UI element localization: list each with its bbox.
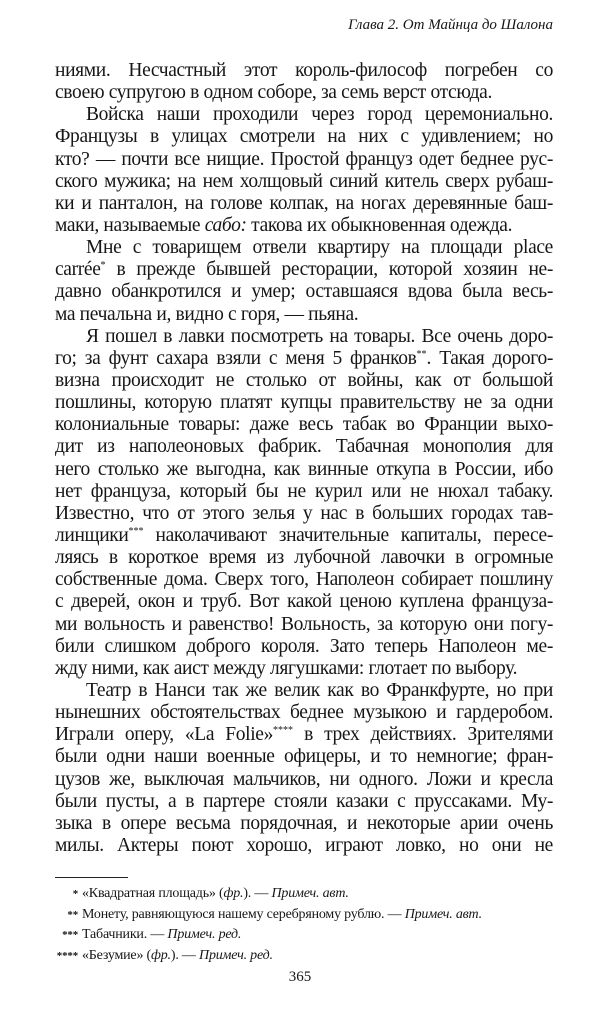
text-run: Войска наши проходили через город церемониально.: [86, 104, 553, 126]
text-run: линщики: [55, 524, 129, 546]
text-line: [55, 791, 553, 813]
footnote: [40, 946, 482, 967]
text-run: Я пошел в лавки посмотреть на товары. Все очень доро-: [86, 325, 553, 347]
text-line: [55, 591, 553, 613]
text-line: [55, 149, 553, 171]
footnotes: [40, 884, 482, 967]
italic-text: фр.: [151, 948, 171, 964]
text-run: ма печальна и, видно с горя, — пьяна.: [55, 303, 359, 325]
text-line: [55, 459, 553, 481]
text-run: были одни наши военные офицеры, и то немногие; фран-: [55, 746, 553, 768]
italic-text: Примеч. ред.: [199, 948, 273, 964]
footnote-ref: **: [416, 348, 427, 360]
text-run: собственные дома. Сверх того, Наполеон собирает пошлину: [55, 569, 553, 591]
text-run: с дверей, окон и труб. Вот какой ценою куплена француза-: [55, 591, 553, 613]
text-run: го; за фунт сахара взяли с меня 5 франков: [55, 347, 417, 369]
text-run: давно обанкротился и умер; оставшаяся вдова была весь-: [55, 281, 553, 303]
text-run: Играли оперу, «La Folie»: [55, 724, 273, 746]
text-run: милы. Актеры поют хорошо, играют ловко, но они не: [55, 834, 553, 856]
text-run: Театр в Нанси так же велик как во Франкфурте, но при: [86, 679, 553, 701]
text-line: [55, 60, 553, 82]
footnote-ref: ****: [273, 725, 293, 737]
text-run: кто? — почти все нищие. Простой француз одет беднее рус-: [55, 148, 553, 170]
text-line: [55, 680, 553, 702]
footnote-text: [82, 946, 273, 967]
text-run: пошлины, которую платят купцы правительству не за одни: [55, 392, 553, 414]
footnote-ref: ***: [128, 525, 144, 537]
body-text: [55, 60, 553, 857]
text-run: Известно, что от этого зелья у нас в больших городах тав-: [55, 502, 553, 524]
text-run: Мне с товарищем отвели квартиру на площади place: [86, 237, 553, 259]
text-run: ). —: [243, 886, 272, 901]
footnote-ref: *: [100, 260, 106, 272]
text-line: [55, 126, 553, 148]
text-run: него столько же выгодна, как винные откупа в России, ибо: [55, 458, 553, 480]
italic-text: Примеч. ред.: [167, 927, 242, 943]
text-run: ). —: [170, 948, 200, 964]
text-run: нет француза, который бы не курил или не нюхал табаку.: [55, 480, 553, 502]
text-line: [55, 702, 553, 724]
text-run: в прежде бывшей ресторации, которой хозяин не-: [105, 259, 553, 281]
text-line: [55, 436, 553, 458]
text-line: [55, 281, 553, 303]
text-line: [55, 414, 553, 436]
text-run: «Безумие» (: [82, 948, 152, 964]
text-run: были пусты, а в партере стояли казаки с пруссаками. Му-: [55, 790, 553, 812]
text-line: [55, 746, 553, 768]
text-run: в трех действиях. Зрителями: [293, 724, 553, 746]
italic-text: Примеч. авт.: [271, 886, 349, 901]
italic-text: Примеч. авт.: [404, 906, 482, 922]
text-run: ского мужика; на нем холщовый синий китель сверх рубаш-: [55, 170, 553, 192]
text-run: зыка в опере весьма порядочная, и некоторые арии очень: [55, 812, 553, 834]
text-run: колониальные товары: даже весь табак во Франции выхо-: [55, 414, 553, 436]
footnote-text: [82, 925, 241, 946]
text-line: [55, 481, 553, 503]
running-header: Глава 2. От Майнца до Шалона: [348, 17, 553, 33]
italic-text: фр.: [223, 886, 244, 901]
footnote-marker: *: [72, 888, 78, 900]
text-run: . Такая дорого-: [426, 347, 553, 369]
footnote: [40, 905, 482, 926]
text-run: Французы в улицах смотрели на них с удивлением; но: [55, 126, 553, 148]
text-run: своею супругою в одном соборе, за семь верст отсюда.: [55, 82, 492, 104]
text-line: [55, 304, 553, 326]
text-run: нынешних обстоятельствах беднее музыкою и гардеробом.: [55, 702, 553, 724]
text-run: наколачивают значительные капиталы, пересе-: [143, 524, 553, 546]
italic-text: сабо:: [204, 214, 247, 236]
footnote: [40, 884, 482, 905]
text-line: [55, 569, 553, 591]
text-line: [55, 82, 553, 104]
text-line: [55, 658, 553, 680]
footnote: [40, 925, 482, 946]
text-run: ниями. Несчастный этот король-философ погребен со: [55, 60, 553, 81]
text-line: [55, 614, 553, 636]
footnote-marker: ***: [62, 929, 78, 942]
text-run: цузов же, выключая мальчиков, ни одного. Ложи и кресла: [55, 768, 553, 790]
text-line: [55, 525, 553, 547]
text-line: [55, 769, 553, 791]
text-line: [55, 171, 553, 193]
text-run: Табачники. —: [82, 927, 168, 943]
text-line: [55, 503, 553, 525]
text-run: «Квадратная площадь» (: [82, 886, 224, 901]
text-line: [55, 259, 553, 281]
text-line: [55, 835, 553, 857]
text-run: ки и панталон, на голове колпак, на ногах деревянные баш-: [55, 192, 553, 214]
text-line: [55, 215, 553, 237]
text-line: [55, 813, 553, 835]
text-run: жду ними, как аист между лягушками: глотает по выбору.: [55, 657, 518, 679]
text-run: били слишком доброго короля. Зато теперь Наполеон ме-: [55, 635, 553, 657]
text-run: carrée: [55, 259, 101, 281]
text-run: такова их обыкновенная одежда.: [246, 214, 513, 236]
text-run: ляясь в короткое время из лубочной лавочки в огромные: [55, 547, 553, 569]
text-line: [55, 326, 553, 348]
page-number: 365: [288, 969, 312, 985]
text-line: [55, 724, 553, 746]
footnote-marker: ****: [56, 950, 78, 963]
text-line: [55, 547, 553, 569]
text-line: [55, 193, 553, 215]
text-line: [55, 237, 553, 259]
text-line: [55, 104, 553, 126]
footnote-text: [82, 905, 482, 926]
footnote-divider: [55, 877, 128, 878]
text-run: ми вольность и равенство! Вольность, за которую они погу-: [55, 613, 553, 635]
text-line: [55, 636, 553, 658]
footnote-text: [82, 884, 349, 905]
text-line: [55, 370, 553, 392]
text-line: [55, 348, 553, 370]
text-run: дит из наполеоновых фабрик. Табачная монополия для: [55, 436, 553, 458]
text-line: [55, 392, 553, 414]
text-run: визна происходит не столько от войны, как от большой: [55, 369, 553, 391]
text-run: маки, называемые: [55, 214, 205, 236]
footnote-marker: **: [67, 908, 78, 921]
text-run: Монету, равняющуюся нашему серебряному рублю. —: [82, 906, 405, 922]
